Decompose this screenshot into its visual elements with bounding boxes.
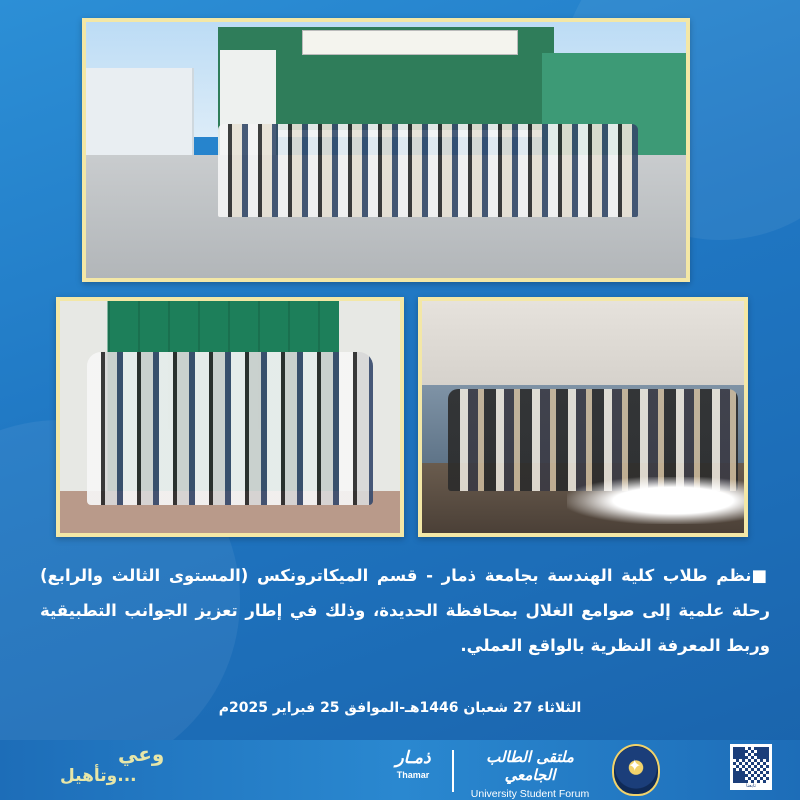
qr-code-icon[interactable] — [730, 744, 772, 790]
logo-divider — [452, 750, 454, 792]
student-group — [448, 389, 738, 491]
bullet-icon: ■ — [751, 566, 770, 585]
group-photo-green-building — [56, 297, 404, 537]
forum-logo-english: University Student Forum — [470, 788, 590, 800]
emblem-star-icon: ✦ — [628, 756, 642, 775]
slogan-line-1: وعي — [118, 742, 165, 766]
thamar-logo-arabic: ذمـار — [395, 748, 431, 768]
qr-code-label: تابعنا — [746, 783, 756, 789]
group-photo-beach — [418, 297, 748, 537]
slogan-line-2: ...وتأهيل — [60, 766, 137, 786]
student-group — [87, 352, 373, 505]
sky — [422, 301, 744, 385]
thamar-logo — [378, 748, 448, 794]
building — [86, 68, 194, 165]
caption-body: نظم طلاب كلية الهندسة بجامعة ذمار - قسم الميكاترونكس (المستوى الثالث والرابع) رحلة علمية إلى صوامع الغلال بمحافظة الحديدة، وذلك في إطار تعزيز الجوانب التطبيقية وربط المعرفة النظرية بالواقع العملي. — [40, 566, 770, 655]
caption-text — [40, 558, 770, 663]
gate-sign — [302, 30, 518, 56]
slogan — [40, 742, 180, 798]
forum-logo-arabic: ملتقى الطالب الجامعي — [486, 748, 574, 784]
thamar-logo-english: Thamar — [396, 770, 430, 780]
date-line: الثلاثاء 27 شعبان 1446هـ-الموافق 25 فبراير 2025م — [218, 700, 582, 716]
student-group — [218, 124, 638, 216]
wave-foam — [567, 477, 744, 523]
student-forum-logo — [460, 748, 600, 800]
qr-code-pattern — [733, 747, 769, 783]
group-photo-factory-gate — [82, 18, 690, 282]
